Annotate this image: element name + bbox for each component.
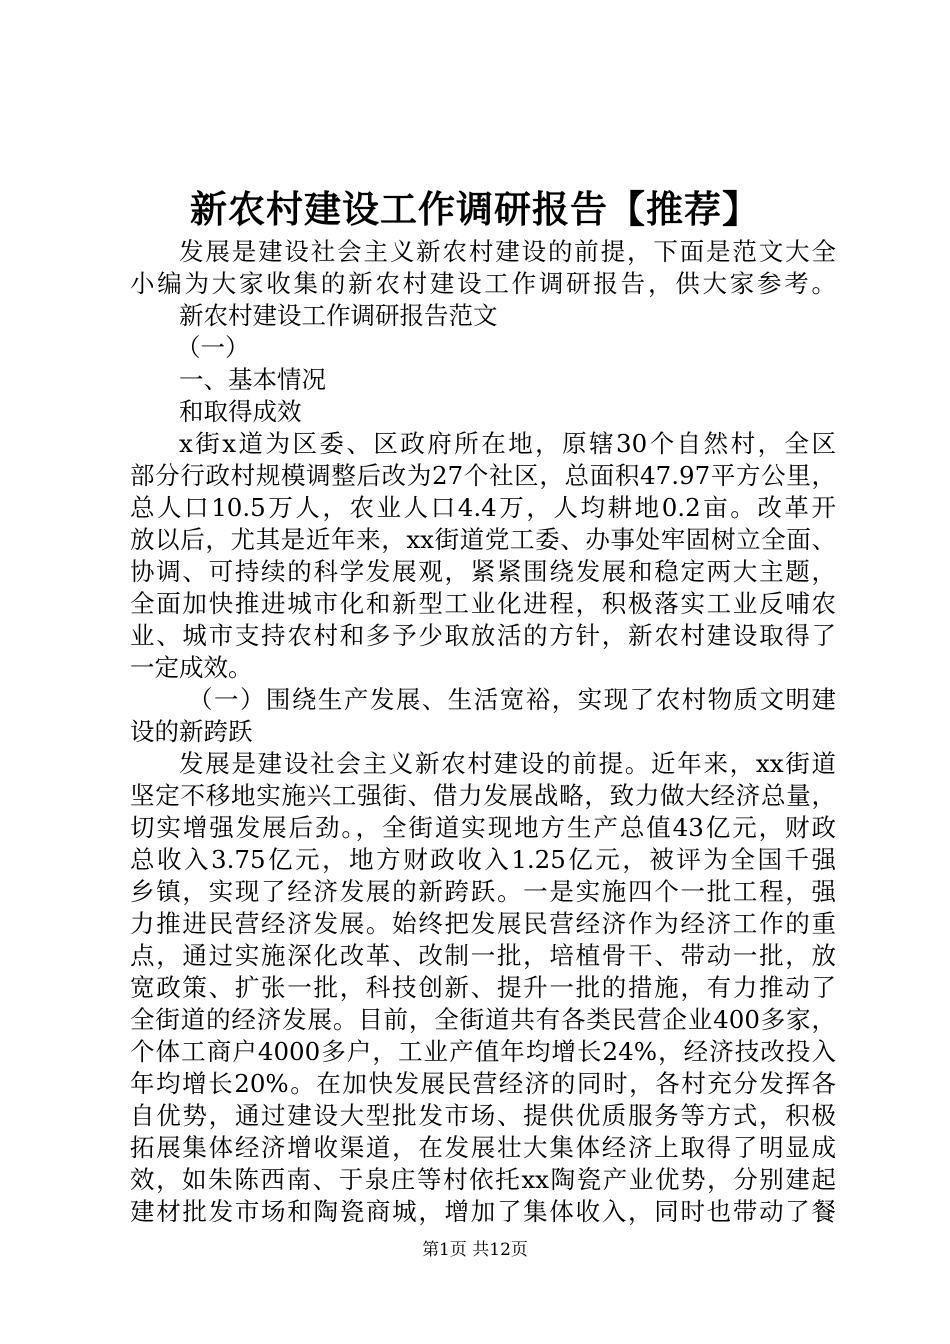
paragraph-line: x街x道为区委、区政府所在地，原辖30个自然村，全区 — [179, 429, 836, 458]
subsection-heading: 设的新跨跃 — [130, 717, 253, 746]
paragraph-line: 拓展集体经济增收渠道，在发展壮大集体经济上取得了明显成 — [130, 1133, 836, 1162]
paragraph-line: 协调、可持续的科学发展观，紧紧围绕发展和稳定两大主题， — [130, 557, 836, 586]
paragraph-line: 年均增长20%。在加快发展民营经济的同时，各村充分发挥各 — [130, 1069, 836, 1098]
document-title: 新农村建设工作调研报告【推荐】 — [190, 187, 760, 231]
paragraph-line: 全面加快推进城市化和新型工业化进程，积极落实工业反哺农 — [130, 589, 836, 618]
section-number: （一） — [176, 333, 250, 362]
paragraph-line: 点，通过实施深化改革、改制一批，培植骨干、带动一批，放 — [130, 941, 836, 970]
paragraph-line: 建材批发市场和陶瓷商城，增加了集体收入，同时也带动了餐 — [130, 1197, 836, 1226]
section-heading: 新农村建设工作调研报告范文 — [179, 301, 498, 330]
paragraph-line: 小编为大家收集的新农村建设工作调研报告，供大家参考。 — [130, 269, 836, 298]
paragraph-line: 宽政策、扩张一批，科技创新、提升一批的措施，有力推动了 — [130, 973, 836, 1002]
paragraph-line: 放以后，尤其是近年来，xx街道党工委、办事处牢固树立全面、 — [130, 525, 836, 554]
paragraph-line: 一定成效。 — [130, 653, 253, 682]
section-heading: 和取得成效 — [179, 397, 302, 426]
document-body — [130, 236, 836, 1228]
paragraph-line: 发展是建设社会主义新农村建设的前提，下面是范文大全 — [179, 237, 836, 266]
paragraph-line: 部分行政村规模调整后改为27个社区，总面积47.97平方公里， — [130, 461, 836, 490]
paragraph-line: 力推进民营经济发展。始终把发展民营经济作为经济工作的重 — [130, 909, 836, 938]
paragraph-line: 全街道的经济发展。目前，全街道共有各类民营企业400多家， — [130, 1005, 836, 1034]
subsection-heading: （一）围绕生产发展、生活宽裕，实现了农村物质文明建 — [188, 685, 836, 714]
section-heading: 一、基本情况 — [179, 365, 326, 394]
paragraph-line: 自优势，通过建设大型批发市场、提供优质服务等方式，积极 — [130, 1101, 836, 1130]
paragraph-line: 切实增强发展后劲。，全街道实现地方生产总值43亿元，财政 — [130, 813, 836, 842]
paragraph-line: 发展是建设社会主义新农村建设的前提。近年来，xx街道 — [179, 749, 836, 778]
page-footer: 第1页 共12页 — [422, 1240, 528, 1260]
paragraph-line: 总收入3.75亿元，地方财政收入1.25亿元，被评为全国千强 — [130, 845, 836, 874]
paragraph-line: 业、城市支持农村和多予少取放活的方针，新农村建设取得了 — [130, 621, 836, 650]
paragraph-line: 乡镇，实现了经济发展的新跨跃。一是实施四个一批工程，强 — [130, 877, 836, 906]
paragraph-line: 个体工商户4000多户，工业产值年均增长24%，经济技改投入 — [130, 1037, 836, 1066]
paragraph-line: 总人口10.5万人，农业人口4.4万，人均耕地0.2亩。改革开 — [130, 493, 836, 522]
paragraph-line: 效，如朱陈西南、于泉庄等村依托xx陶瓷产业优势，分别建起 — [130, 1165, 836, 1194]
paragraph-line: 坚定不移地实施兴工强街、借力发展战略，致力做大经济总量， — [130, 781, 836, 810]
